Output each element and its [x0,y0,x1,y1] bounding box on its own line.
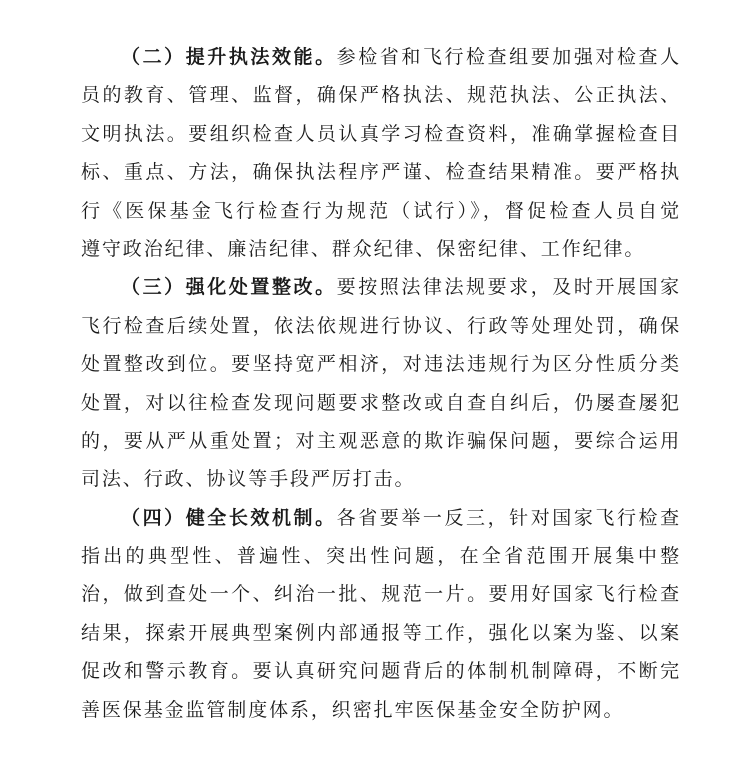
paragraph-line: 司法、行政、协议等手段严厉打击。 [81,468,416,491]
paragraph-line: 结果，探索开展典型案例内部通报等工作，强化以案为鉴、以案 [81,621,681,644]
paragraph-3 [81,268,681,498]
paragraph-text: 各省要举一反三，针对国家飞行检查 [336,506,681,529]
paragraph-line: 遵守政治纪律、廉洁纪律、群众纪律、保密纪律、工作纪律。 [81,237,646,260]
section-heading: （三）强化处置整改。 [121,276,337,299]
paragraph-text: 参检省和飞行检查组要加强对检查人 [336,46,681,68]
paragraph-line: 文明执法。要组织检查人员认真学习检查资料，准确掌握检查目 [81,122,681,145]
paragraph-text: 要按照法律法规要求，及时开展国家 [336,276,681,299]
paragraph-line: 善医保基金监管制度体系，织密扎牢医保基金安全防护网。 [81,698,625,721]
paragraph-line: 的，要从严从重处置；对主观恶意的欺诈骗保问题，要综合运用 [81,429,681,452]
paragraph-line: 处置整改到位。要坚持宽严相济，对违法违规行为区分性质分类 [81,353,681,376]
paragraph-line [81,268,681,306]
document-body [81,38,681,729]
paragraph-line: 飞行检查后续处置，依法依规进行协议、行政等处理处罚，确保 [81,314,681,337]
paragraph-line: 标、重点、方法，确保执法程序严谨、检查结果精准。要严格执 [81,161,681,184]
paragraph-line: 员的教育、管理、监督，确保严格执法、规范执法、公正执法、 [81,84,681,107]
paragraph-line: 行《医保基金飞行检查行为规范（试行）》，督促检查人员自觉 [81,199,681,222]
paragraph-4 [81,499,681,729]
paragraph-2 [81,38,681,268]
paragraph-line: 治，做到查处一个、纠治一批、规范一片。要用好国家飞行检查 [81,583,681,606]
paragraph-line: 指出的典型性、普遍性、突出性问题，在全省范围开展集中整 [81,545,681,568]
paragraph-line: 处置，对以往检查发现问题要求整改或自查自纠后，仍屡查屡犯 [81,391,681,414]
paragraph-line [81,38,681,76]
paragraph-line: 促改和警示教育。要认真研究问题背后的体制机制障碍，不断完 [81,660,681,683]
section-heading: （四）健全长效机制。 [121,506,337,529]
section-heading: （二）提升执法效能。 [121,46,337,68]
paragraph-line [81,499,681,537]
